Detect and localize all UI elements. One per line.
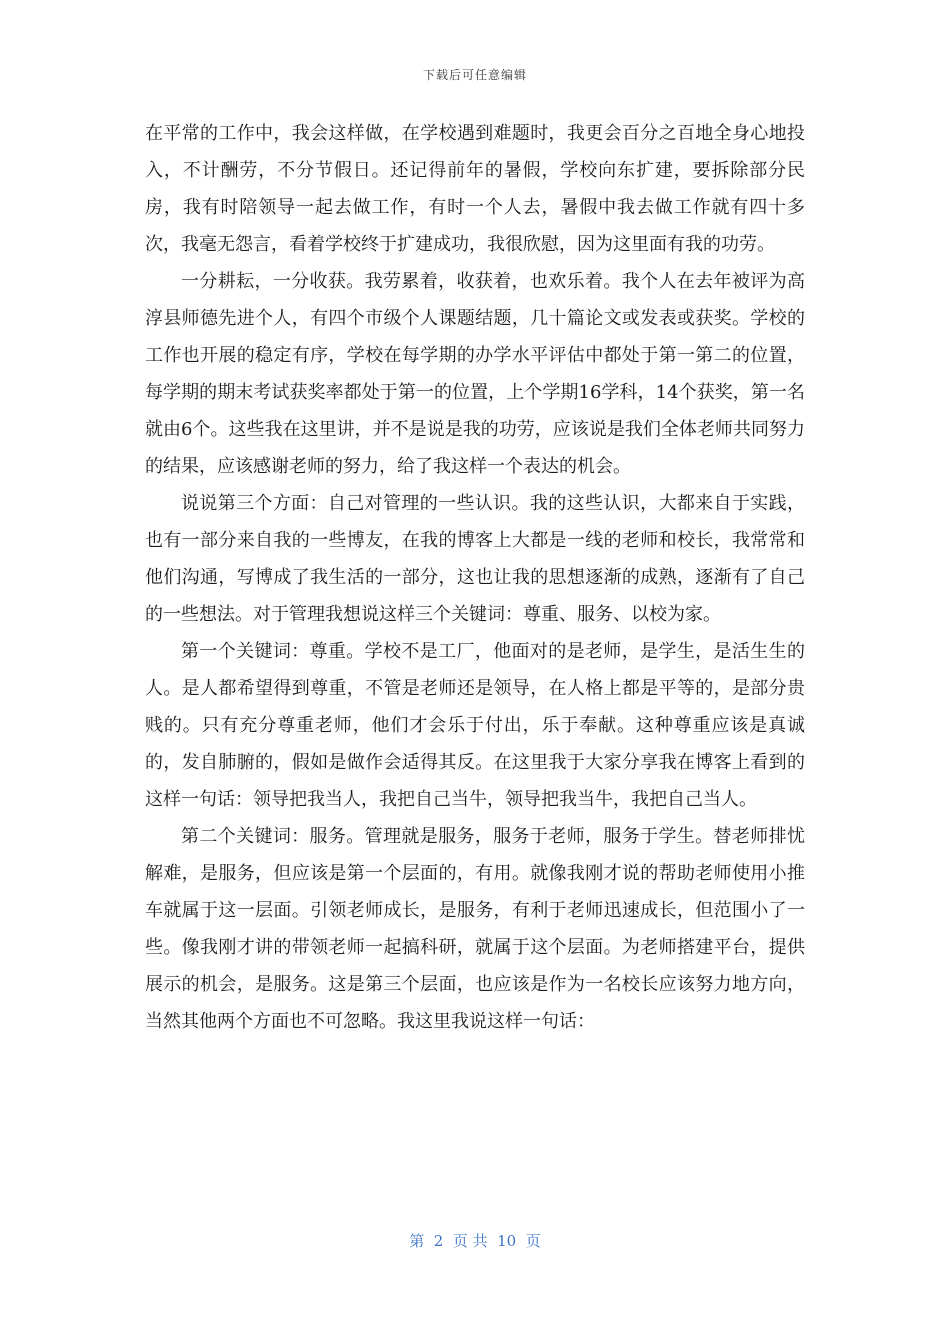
paragraph-3: 说说第三个方面：自己对管理的一些认识。我的这些认识，大都来自于实践，也有一部分来自我的一些博友，在我的博客上大都是一线的老师和校长，我常常和他们沟通，写博成了我生活的一部分，这也让我的思想逐渐的成熟，逐渐有了自己的一些想法。对于管理我想说这样三个关键词：尊重、服务、以校为家。 [145, 493, 805, 625]
paragraph-4: 第一个关键词：尊重。学校不是工厂，他面对的是老师，是学生，是活生生的人。是人都希望得到尊重，不管是老师还是领导，在人格上都是平等的，是部分贵贱的。只有充分尊重老师，他们才会乐于付出，乐于奉献。这种尊重应该是真诚的，发自肺腑的，假如是做作会适得其反。在这里我于大家分享我在博客上看到的这样一句话：领导把我当人，我把自己当牛，领导把我当牛，我把自己当人。 [145, 641, 805, 810]
paragraph-2: 一分耕耘，一分收获。我劳累着，收获着，也欢乐着。我个人在去年被评为高淳县师德先进个人，有四个市级个人课题结题，几十篇论文或发表或获奖。学校的工作也开展的稳定有序，学校在每学期的办学水平评估中都处于第一第二的位置，每学期的期末考试获奖率都处于第一的位置，上个学期16学科，14个获奖，第一名就由6个。这些我在这里讲，并不是说是我的功劳，应该说是我们全体老师共同努力的结果，应该感谢老师的努力，给了我这样一个表达的机会。 [145, 271, 805, 477]
page-header: 下载后可任意编辑 [422, 68, 527, 82]
page-number-footer: 第 2 页 共 10 页 [409, 1232, 541, 1250]
paragraph-5: 第二个关键词：服务。管理就是服务，服务于老师，服务于学生。替老师排忧解难，是服务，但应该是第一个层面的，有用。就像我刚才说的帮助老师使用小推车就属于这一层面。引领老师成长，是服务，有利于老师迅速成长，但范围小了一些。像我刚才讲的带领老师一起搞科研，就属于这个层面。为老师搭建平台，提供展示的机会，是服务。这是第三个层面，也应该是作为一名校长应该努力地方向，当然其他两个方面也不可忽略。我这里我说这样一句话： [145, 826, 805, 1032]
document-body [145, 115, 805, 1040]
paragraph-1: 在平常的工作中，我会这样做，在学校遇到难题时，我更会百分之百地全身心地投入，不计酬劳，不分节假日。还记得前年的暑假，学校向东扩建，要拆除部分民房，我有时陪领导一起去做工作，有时一个人去，暑假中我去做工作就有四十多次，我毫无怨言，看着学校终于扩建成功，我很欣慰，因为这里面有我的功劳。 [145, 123, 805, 255]
